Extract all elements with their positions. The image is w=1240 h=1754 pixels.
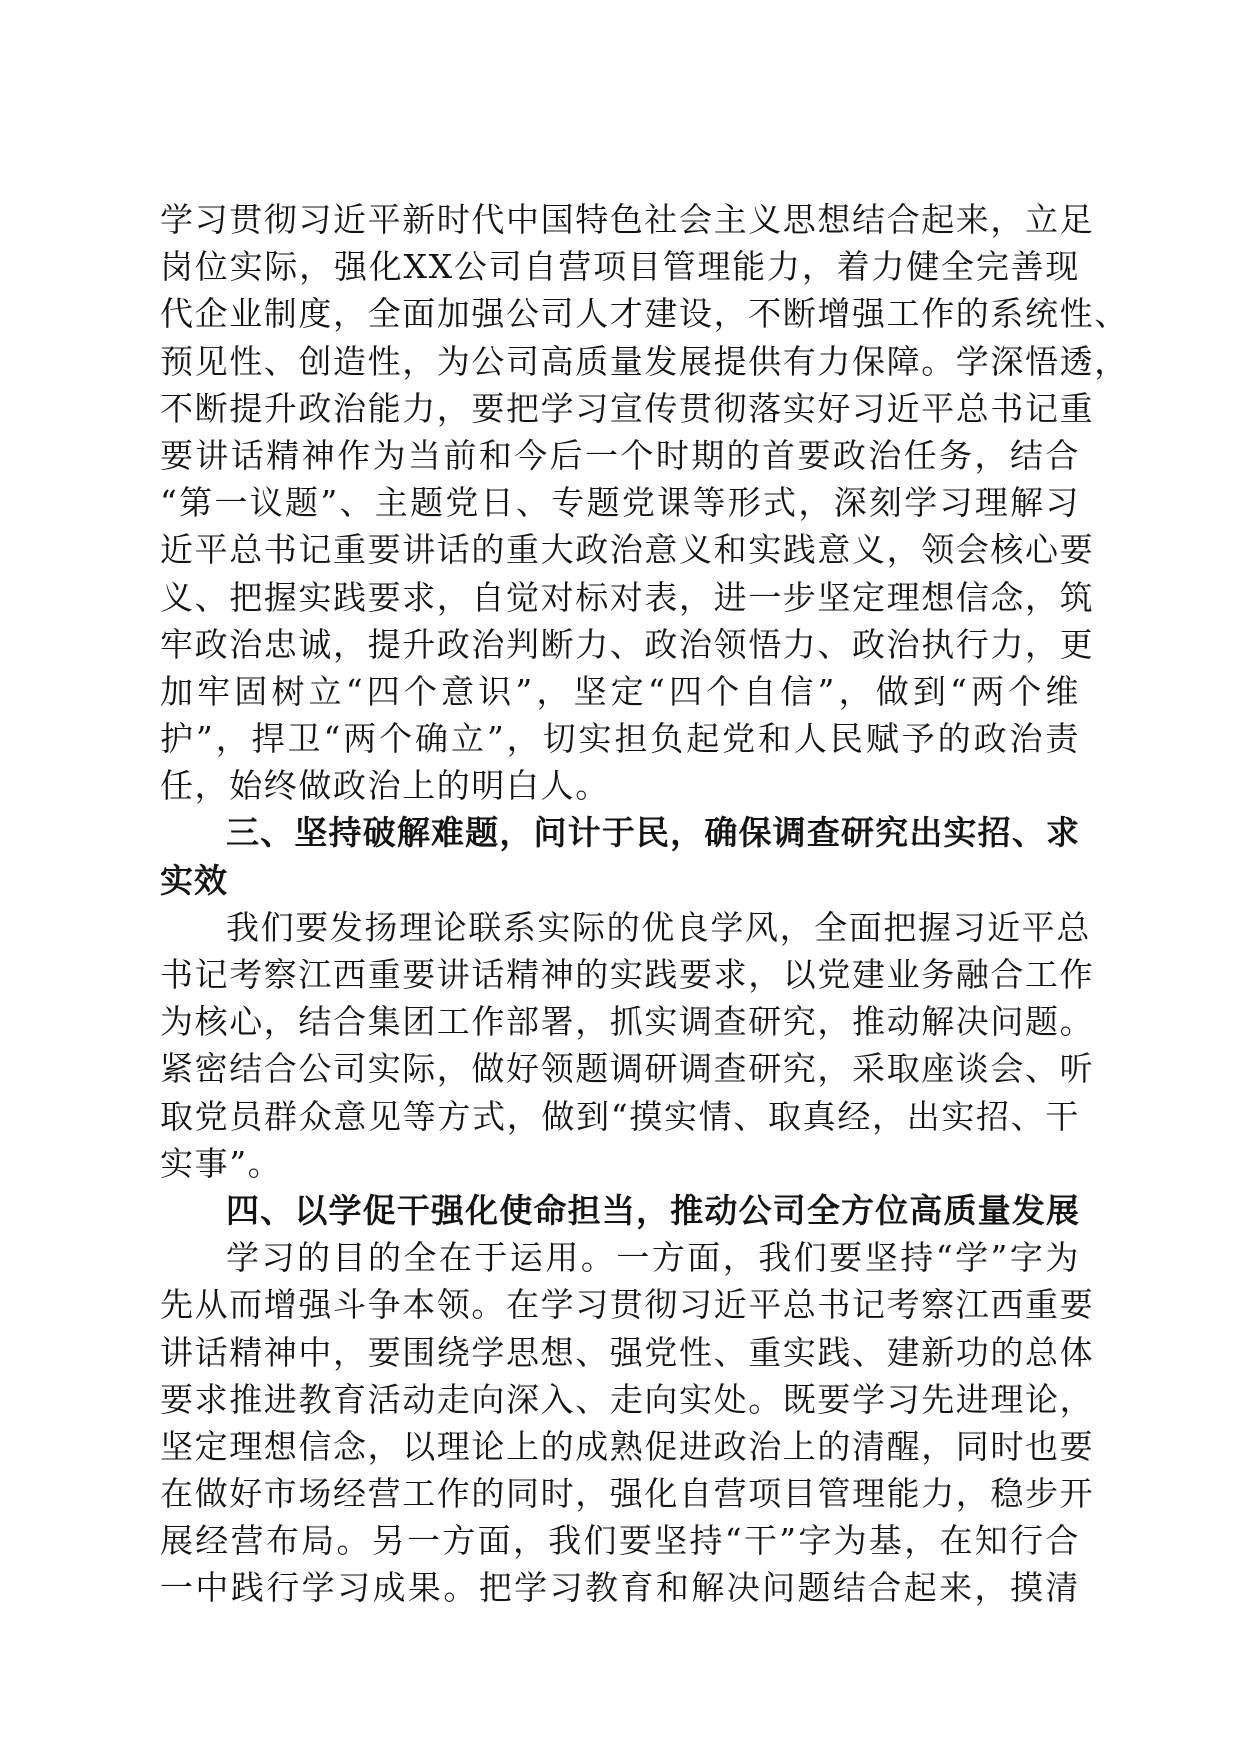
paragraph-line: 岗位实际，强化XX公司自营项目管理能力，着力健全完善现 xyxy=(160,247,1080,287)
paragraph-line: 要讲话精神作为当前和今后一个时期的首要政治任务，结合 xyxy=(160,435,1080,475)
paragraph-line: 为核心，结合集团工作部署，抓实调查研究，推动解决问题。 xyxy=(160,1002,1095,1042)
paragraph-line: 讲话精神中，要围绕学思想、强党性、重实践、建新功的总体 xyxy=(160,1332,1095,1372)
paragraph-line: 要求推进教育活动走向深入、走向实处。既要学习先进理论， xyxy=(160,1379,1095,1419)
paragraph-line: 代企业制度，全面加强公司人才建设，不断增强工作的系统性、 xyxy=(160,294,1129,334)
paragraph-line: 取党员群众意见等方式，做到“摸实情、取真经，出实招、干 xyxy=(160,1096,1080,1136)
paragraph-line: 先从而增强斗争本领。在学习贯彻习近平总书记考察江西重要 xyxy=(160,1285,1095,1325)
paragraph-line: 我们要发扬理论联系实际的优良学风，全面把握习近平总 xyxy=(226,907,1091,947)
paragraph-line: 紧密结合公司实际，做好领题调研调查研究，采取座谈会、听 xyxy=(160,1049,1095,1089)
paragraph-line: 护”，捍卫“两个确立”，切实担负起党和人民赋予的政治责 xyxy=(160,719,1080,759)
paragraph-line: 在做好市场经营工作的同时，强化自营项目管理能力，稳步开 xyxy=(160,1474,1095,1514)
paragraph-line: 牢政治忠诚，提升政治判断力、政治领悟力、政治执行力，更 xyxy=(160,624,1095,664)
paragraph-line: 一中践行学习成果。把学习教育和解决问题结合起来，摸清 xyxy=(160,1568,1080,1608)
paragraph-line: 学习贯彻习近平新时代中国特色社会主义思想结合起来，立足 xyxy=(160,200,1095,239)
document-body xyxy=(160,196,1129,1612)
section-heading-line: 四、以学促干强化使命担当，推动公司全方位高质量发展 xyxy=(226,1190,1080,1230)
paragraph-line: 任，始终做政治上的明白人。 xyxy=(160,766,610,806)
paragraph-line: 不断提升政治能力，要把学习宣传贯彻落实好习近平总书记重 xyxy=(160,388,1095,428)
paragraph-line: 预见性、创造性，为公司高质量发展提供有力保障。学深悟透， xyxy=(160,341,1129,381)
paragraph-line: 学习的目的全在于运用。一方面，我们要坚持“学”字为 xyxy=(226,1238,1080,1278)
paragraph-line: 近平总书记重要讲话的重大政治意义和实践意义，领会核心要 xyxy=(160,530,1095,570)
section-heading-line: 实效 xyxy=(160,860,228,900)
paragraph-line: 展经营布局。另一方面，我们要坚持“干”字为基，在知行合 xyxy=(160,1521,1080,1561)
paragraph-line: 坚定理想信念，以理论上的成熟促进政治上的清醒，同时也要 xyxy=(160,1426,1095,1466)
paragraph-line: 义、把握实践要求，自觉对标对表，进一步坚定理想信念，筑 xyxy=(160,577,1095,617)
section-heading-line: 三、坚持破解难题，问计于民，确保调查研究出实招、求 xyxy=(226,813,1080,853)
paragraph-line: 书记考察江西重要讲话精神的实践要求，以党建业务融合工作 xyxy=(160,955,1095,994)
paragraph-line: 实事”。 xyxy=(160,1143,283,1183)
paragraph-line: “第一议题”、主题党日、专题党课等形式，深刻学习理解习 xyxy=(160,483,1080,523)
paragraph-line: 加牢固树立“四个意识”，坚定“四个自信”，做到“两个维 xyxy=(160,671,1080,711)
